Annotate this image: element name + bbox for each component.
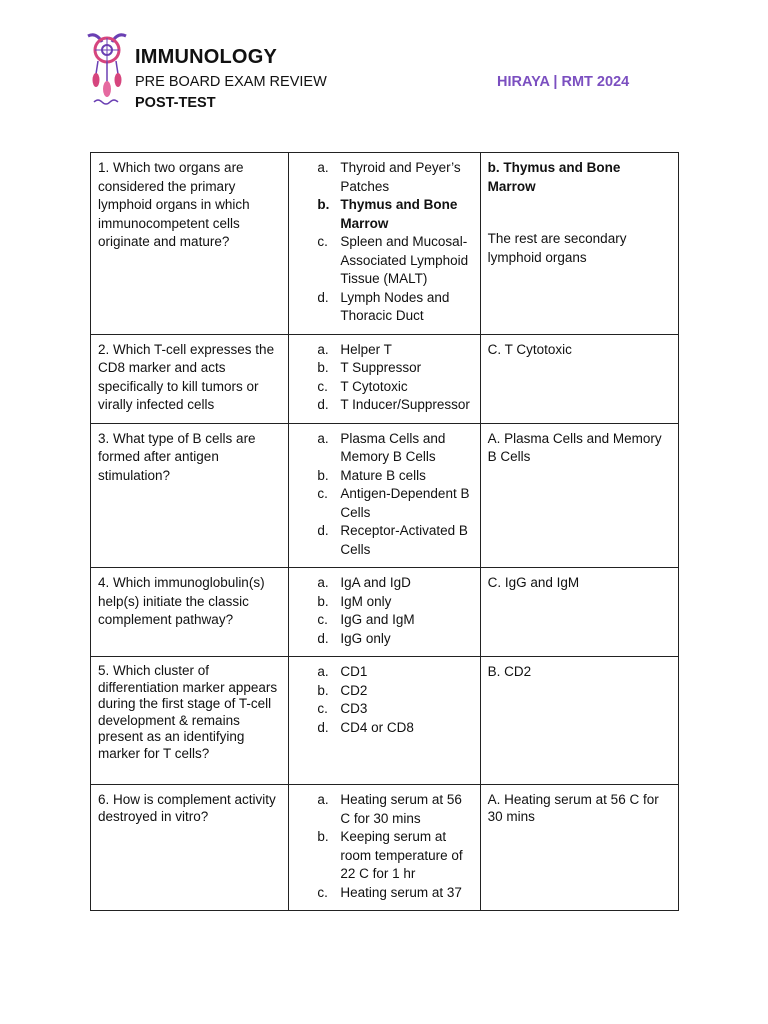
option-item: b. T Suppressor (317, 360, 422, 375)
option-item: d. Receptor-Activated B Cells (317, 523, 468, 557)
table-row (91, 153, 679, 335)
options-list (289, 430, 472, 560)
option-item: a. Thyroid and Peyer’s Patches (317, 160, 461, 194)
options-cell (289, 334, 480, 423)
table-row (91, 657, 679, 785)
options-cell (289, 785, 480, 911)
option-item: b. Mature B cells (317, 467, 426, 483)
table-row (91, 785, 679, 911)
answer-text: C. T Cytotoxic (487, 341, 572, 357)
answer-text: C. IgG and IgM (487, 575, 580, 590)
options-list (289, 341, 472, 415)
document-subtitle: PRE BOARD EXAM REVIEW (135, 74, 327, 90)
option-item: b. CD2 (317, 682, 368, 698)
question-cell (91, 785, 289, 911)
option-item: d. Lymph Nodes and Thoracic Duct (317, 289, 450, 323)
answer-text: B. CD2 (487, 664, 532, 679)
option-item: d. IgG only (317, 630, 391, 646)
option-item: a. Helper T (317, 341, 392, 357)
quiz-table (90, 152, 679, 911)
option-item: b. Keeping serum at room temperature of 22 C for 1 hr (317, 829, 463, 881)
options-list (289, 574, 472, 648)
question-cell (91, 423, 289, 568)
question-cell (91, 153, 289, 335)
answer-cell (480, 153, 678, 335)
answer-cell (480, 657, 678, 785)
options-list (289, 663, 472, 737)
question-text: 1. Which two organs are considered the primary lymphoid organs in which immunocompetent cells originate and mature? (98, 160, 250, 249)
option-item: c. IgG and IgM (317, 612, 415, 627)
document-title: IMMUNOLOGY (135, 46, 277, 68)
options-cell (289, 657, 480, 785)
answer-text: A. Heating serum at 56 C for 30 mins (487, 792, 659, 824)
answer-text: A. Plasma Cells and Memory B Cells (487, 430, 662, 464)
option-item: c. Spleen and Mucosal-Associated Lymphoid Tissue (MALT) (317, 234, 469, 286)
option-item: a. Heating serum at 56 C for 30 mins (317, 792, 462, 826)
section-label: POST-TEST (135, 95, 216, 111)
table-row (91, 568, 679, 657)
option-item: c. T Cytotoxic (317, 378, 408, 394)
answer-cell (480, 334, 678, 423)
table-row (91, 423, 679, 568)
question-text: 2. Which T-cell expresses the CD8 marker and acts specifically to kill tumors or virally infected cells (98, 341, 275, 412)
option-item: c. CD3 (317, 701, 368, 716)
question-text: 5. Which cluster of differentiation marker appears during the first stage of T-cell development & remains present as an identifying marker for T cells? (98, 663, 278, 761)
option-item: b. IgM only (317, 593, 392, 609)
options-list (289, 159, 472, 326)
option-item: c. Heating serum at 37 (317, 884, 462, 900)
option-item: a. CD1 (317, 664, 368, 679)
question-cell (91, 568, 289, 657)
option-item: a. Plasma Cells and Memory B Cells (317, 430, 446, 464)
answer-cell (480, 785, 678, 911)
table-row (91, 334, 679, 423)
brand-label: HIRAYA | RMT 2024 (497, 74, 630, 90)
options-cell (289, 568, 480, 657)
answer-note: The rest are secondary lymphoid organs (487, 231, 627, 265)
dreamcatcher-logo-icon (82, 30, 132, 108)
question-text: 6. How is complement activity destroyed in vitro? (98, 792, 276, 824)
answer-text: b. Thymus and Bone Marrow (487, 160, 621, 194)
question-text: 3. What type of B cells are formed after antigen stimulation? (98, 430, 256, 483)
option-item: d. T Inducer/Suppressor (317, 397, 470, 412)
answer-cell (480, 423, 678, 568)
option-item: c. Antigen-Dependent B Cells (317, 486, 470, 520)
option-item-correct: b. Thymus and Bone Marrow (317, 197, 458, 231)
option-item: a. IgA and IgD (317, 575, 411, 590)
option-item: d. CD4 or CD8 (317, 719, 414, 735)
options-cell (289, 153, 480, 335)
options-list (289, 791, 472, 902)
answer-cell (480, 568, 678, 657)
options-cell (289, 423, 480, 568)
question-cell (91, 657, 289, 785)
question-text: 4. Which immunoglobulin(s) help(s) initiate the classic complement pathway? (98, 575, 265, 627)
question-cell (91, 334, 289, 423)
